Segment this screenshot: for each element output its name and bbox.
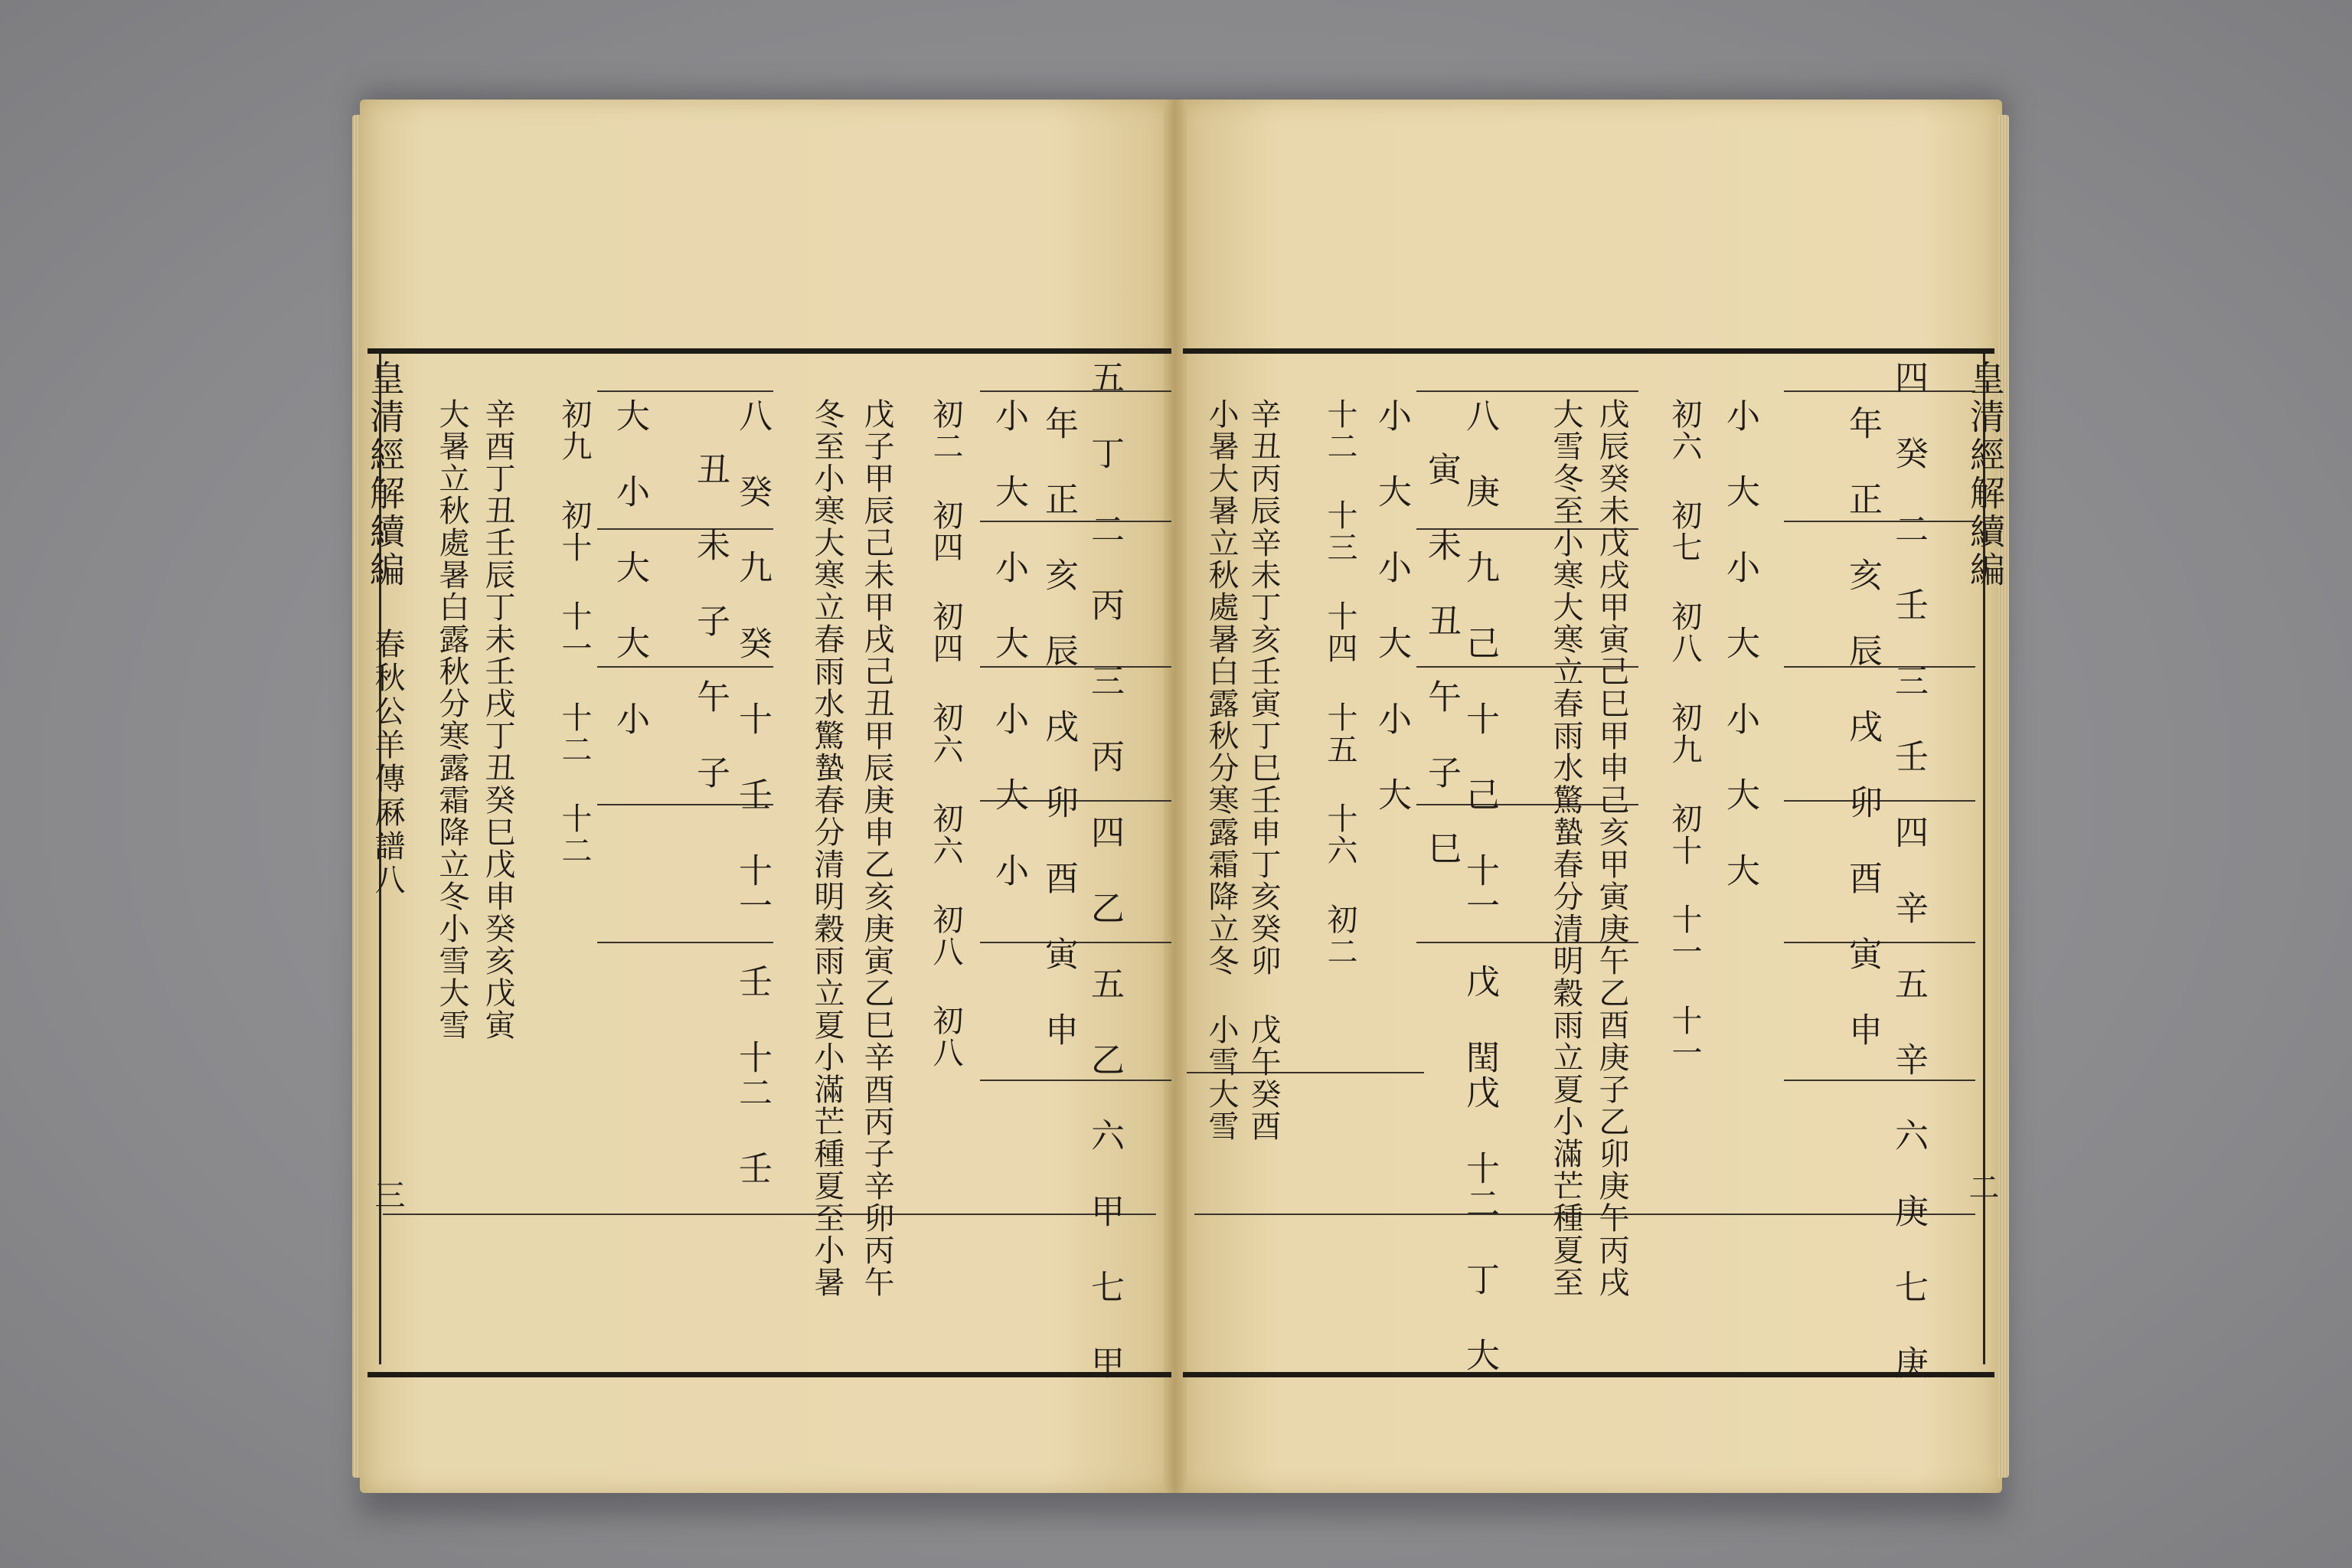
right-col-4: 初六 初七 初八 初九 初十 十一 十一 bbox=[1667, 398, 1702, 1069]
right-grid-rule bbox=[1416, 390, 1638, 392]
right-page-edges bbox=[1998, 115, 2009, 1478]
right-grid-rule bbox=[1784, 1080, 1975, 1081]
right-col-11: 辛丑丙辰辛未丁亥壬寅丁巳壬申丁亥癸卯 戊午癸酉 bbox=[1246, 398, 1281, 1142]
left-grid-rule bbox=[980, 390, 1171, 392]
left-col-9: 大 小 大 大 小 bbox=[610, 398, 649, 737]
right-margin-title: 皇清經解續編 bbox=[1965, 360, 2006, 590]
right-col-3: 小 大 小 大 小 大 大 bbox=[1720, 398, 1759, 888]
left-page-number: 三 bbox=[370, 1179, 405, 1213]
left-col-12: 大暑立秋處暑白露秋分寒露霜降立冬小雪大雪 bbox=[434, 398, 469, 1041]
left-margin-subtitle: 春秋公羊傳厤譜八 bbox=[370, 628, 405, 897]
left-col-7: 八 癸 九 癸 十 壬 十一 壬 十二 壬 bbox=[733, 398, 772, 1186]
right-col-6: 大雪冬至小寒大寒立春雨水驚蟄春分清明穀雨立夏小滿芒種夏至 bbox=[1548, 398, 1583, 1298]
left-margin-title: 皇清經解續編 bbox=[364, 360, 406, 590]
right-col-9: 小 大 小 大 小 大 bbox=[1372, 398, 1411, 812]
right-col-2: 年 正 亥 辰 戌 卯 酉 寅 申 bbox=[1843, 406, 1882, 1047]
left-col-8: 丑 未 子 午 子 bbox=[691, 452, 730, 790]
right-col-7: 八 庚 九 己 十 己 十一 戊 閏戊 十二 丁 大 bbox=[1460, 398, 1499, 1373]
left-col-10: 初九 初十 十一 十二 十二 bbox=[557, 398, 592, 867]
left-col-1: 五 丁 二 丙 三 丙 四 乙 五 乙 六 甲 七 甲 bbox=[1085, 360, 1124, 1380]
right-col-8: 寅 未 丑 午 子 巳 bbox=[1422, 452, 1461, 866]
left-col-3: 小 大 小 大 小 大 小 bbox=[989, 398, 1028, 888]
left-col-11: 辛酉丁丑壬辰丁未壬戌丁丑癸巳戊申癸亥戊寅 bbox=[480, 398, 515, 1041]
left-col-6: 冬至小寒大寒立春雨水驚蟄春分清明穀雨立夏小滿芒種夏至小暑 bbox=[809, 398, 844, 1298]
right-page-number: 二 bbox=[1964, 1171, 1999, 1205]
left-col-4: 初二 初四 初四 初六 初六 初八 初八 bbox=[928, 398, 963, 1069]
left-col-2: 年 正 亥 辰 戌 卯 酉 寅 申 bbox=[1039, 406, 1078, 1047]
left-divider-bottom bbox=[383, 1214, 1156, 1215]
right-col-5: 戊辰癸未戊戌甲寅己巳甲申己亥甲寅庚午乙酉庚子乙卯庚午丙戌 bbox=[1594, 398, 1629, 1298]
right-divider-bottom bbox=[1194, 1214, 1975, 1215]
right-col-1: 四 癸 二 壬 三 壬 四 辛 五 辛 六 庚 七 庚 bbox=[1889, 360, 1928, 1380]
right-grid-rule bbox=[1784, 390, 1975, 392]
left-grid-rule bbox=[597, 390, 773, 392]
right-col-10: 十二 十三 十四 十五 十六 初二 bbox=[1322, 398, 1357, 968]
right-col-12: 小暑大暑立秋處暑白露秋分寒露霜降立冬 小雪大雪 bbox=[1204, 398, 1239, 1142]
left-grid-rule bbox=[980, 1080, 1171, 1081]
left-col-5: 戊子甲辰己未甲戌己丑甲辰庚申乙亥庚寅乙巳辛酉丙子辛卯丙午 bbox=[859, 398, 894, 1298]
